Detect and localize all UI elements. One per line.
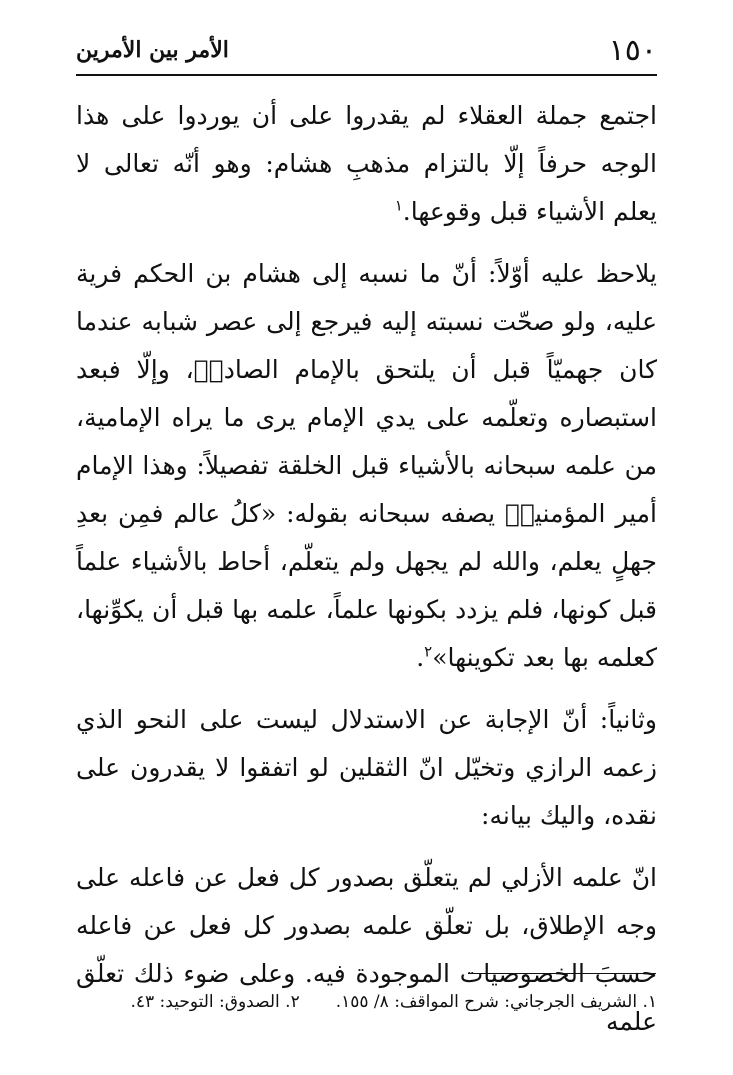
paragraph-3: وثانياً: أنّ الإجابة عن الاستدلال ليست على النحو الذي زعمه الرازي وتخيّل انّ الثقلين لو اتفقوا لا يقدرون على نقده، واليك بيانه: <box>76 705 657 830</box>
body-text <box>76 92 657 1046</box>
page-header <box>76 30 657 70</box>
footnotes <box>76 987 657 1017</box>
footnote-divider <box>468 973 656 974</box>
footnote-2: ٢. الصدوق: التوحيد: ٤٣. <box>130 992 300 1012</box>
paragraph-2: يلاحظ عليه أوّلاً: أنّ ما نسبه إلى هشام بن الحكم فرية عليه، ولو صحّت نسبته إليه فيرجع إلى عصر شبابه عندما كان جهميّاً قبل أن يلتحق بالإمام الصادقؑ، وإلّا فبعد استبصاره وتعلّمه على يدي الإمام يرى ما يراه الإمامية، من علمه سبحانه بالأشياء قبل الخلقة تفصيلاً: وهذا الإمام أمير المؤمنينؑ يصفه سبحانه بقوله: «كلُ عالم فمِن بعدِ جهلٍ يعلم، والله لم يجهل ولم يتعلّم، أحاط بالأشياء علماً قبل كونها، فلم يزدد بكونها علماً، علمه بها قبل أن يكوِّنها، كعلمه بها بعد تكوينها»$^٢$. <box>76 259 657 672</box>
footnote-1: ١. الشريف الجرجاني: شرح المواقف: ٨/ ١٥٥. <box>335 992 657 1012</box>
paragraph-1: اجتمع جملة العقلاء لم يقدروا على أن يوردوا على هذا الوجه حرفاً إلّا بالتزام مذهبِ هشام: وهو أنّه تعالى لا يعلم الأشياء قبل وقوعها.$^١$ <box>76 101 657 226</box>
paragraph-4: انّ علمه الأزلي لم يتعلّق بصدور كل فعل عن فاعله على وجه الإطلاق، بل تعلّق علمه بصدور كل فعل عن فاعله حسبَ الخصوصيات الموجودة فيه. وعلى ضوء ذلك تعلّق علمه <box>76 863 657 1036</box>
footnote-ref-1: ١ <box>394 196 403 215</box>
header-divider <box>76 74 657 76</box>
running-title: الأمر بين الأمرين <box>76 37 229 63</box>
page-number: ١٥٠ <box>608 32 657 68</box>
footnote-ref-2: ٢ <box>424 642 433 661</box>
